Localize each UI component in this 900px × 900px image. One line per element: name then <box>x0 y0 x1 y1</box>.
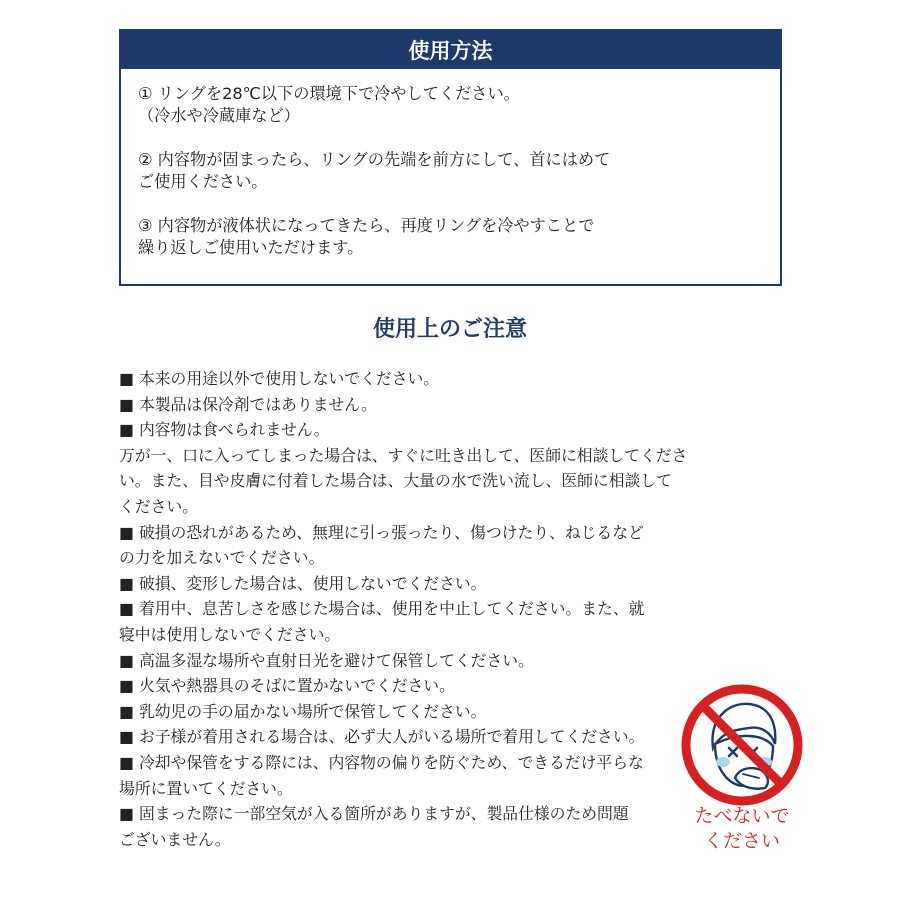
usage-step-line: ② 内容物が固まったら、リングの先端を前方にして、首にはめて <box>138 150 611 169</box>
no-eating-icon <box>679 682 805 808</box>
note-line: ■ 破損の恐れがあるため、無理に引っ張ったり、傷つけたり、ねじるなど <box>119 522 644 542</box>
note-line: ください。 <box>119 496 198 516</box>
usage-step <box>138 215 780 259</box>
note-item <box>119 673 679 699</box>
note-item <box>119 596 679 647</box>
note-item <box>119 417 679 443</box>
note-line: ■ 冷却や保管をする際には、内容物の偏りを防ぐため、できるだけ平らな <box>119 752 644 772</box>
usage-step <box>138 83 780 127</box>
note-line: ■ 火気や熱器具のそばに置かないでください。 <box>119 676 455 696</box>
note-line: ■ 内容物は食べられません。 <box>119 420 330 440</box>
note-line: ■ 高温多湿な場所や直射日光を避けて保管してください。 <box>119 650 534 670</box>
usage-step-line: 繰り返しご使用いただけます。 <box>138 238 364 257</box>
note-line: ■ 乳幼児の手の届かない場所で保管してください。 <box>119 701 487 721</box>
note-line: ■ 固まった際に一部空気が入る箇所がありますが、製品仕様のため問題 <box>119 804 629 824</box>
note-item <box>119 571 679 597</box>
usage-title: 使用方法 <box>408 39 493 63</box>
note-line: ■ お子様が着用される場合は、必ず大人がいる場所で着用してください。 <box>119 727 645 747</box>
note-item <box>119 801 679 852</box>
usage-box <box>119 29 782 286</box>
warning-label-line: たべないで <box>694 805 790 827</box>
note-item <box>119 392 679 418</box>
note-item <box>119 750 679 801</box>
note-item <box>119 443 688 520</box>
usage-step-line: ① リングを28℃以下の環境下で冷やしてください。 <box>138 84 520 103</box>
note-line: い。また、目や皮膚に付着した場合は、大量の水で洗い流し、医師に相談して <box>119 471 672 491</box>
usage-header <box>121 31 780 69</box>
warning-label-line: ください <box>703 830 780 852</box>
note-line: 寝中は使用しないでください。 <box>119 624 341 644</box>
usage-step-line: ③ 内容物が液体状になってきたら、再度リングを冷やすことで <box>138 216 595 235</box>
note-line: の力を加えないでください。 <box>119 548 325 568</box>
notes-title: 使用上のご注意 <box>372 317 527 342</box>
note-line: ございません。 <box>119 829 231 849</box>
warning-graphic <box>679 682 805 862</box>
note-line: ■ 本来の用途以外で使用しないでください。 <box>119 369 440 388</box>
usage-steps <box>121 69 780 259</box>
usage-step <box>138 149 780 193</box>
note-item <box>119 520 679 571</box>
note-line: 場所に置いてください。 <box>119 778 293 798</box>
note-line: ■ 本製品は保冷剤ではありません。 <box>119 394 377 414</box>
note-item <box>119 724 679 750</box>
notes-list <box>119 366 688 852</box>
note-item <box>119 699 679 725</box>
note-item <box>119 648 679 674</box>
note-line: 万が一、口に入ってしまった場合は、すぐに吐き出して、医師に相談してくださ <box>119 445 688 465</box>
usage-step-line: （冷水や冷蔵庫など） <box>138 106 300 125</box>
usage-step-line: ご使用ください。 <box>138 172 268 191</box>
note-item <box>119 366 679 392</box>
warning-label <box>679 804 805 854</box>
note-line: ■ 着用中、息苦しさを感じた場合は、使用を中止してください。また、就 <box>119 599 645 619</box>
note-line: ■ 破損、変形した場合は、使用しないでください。 <box>119 573 487 593</box>
